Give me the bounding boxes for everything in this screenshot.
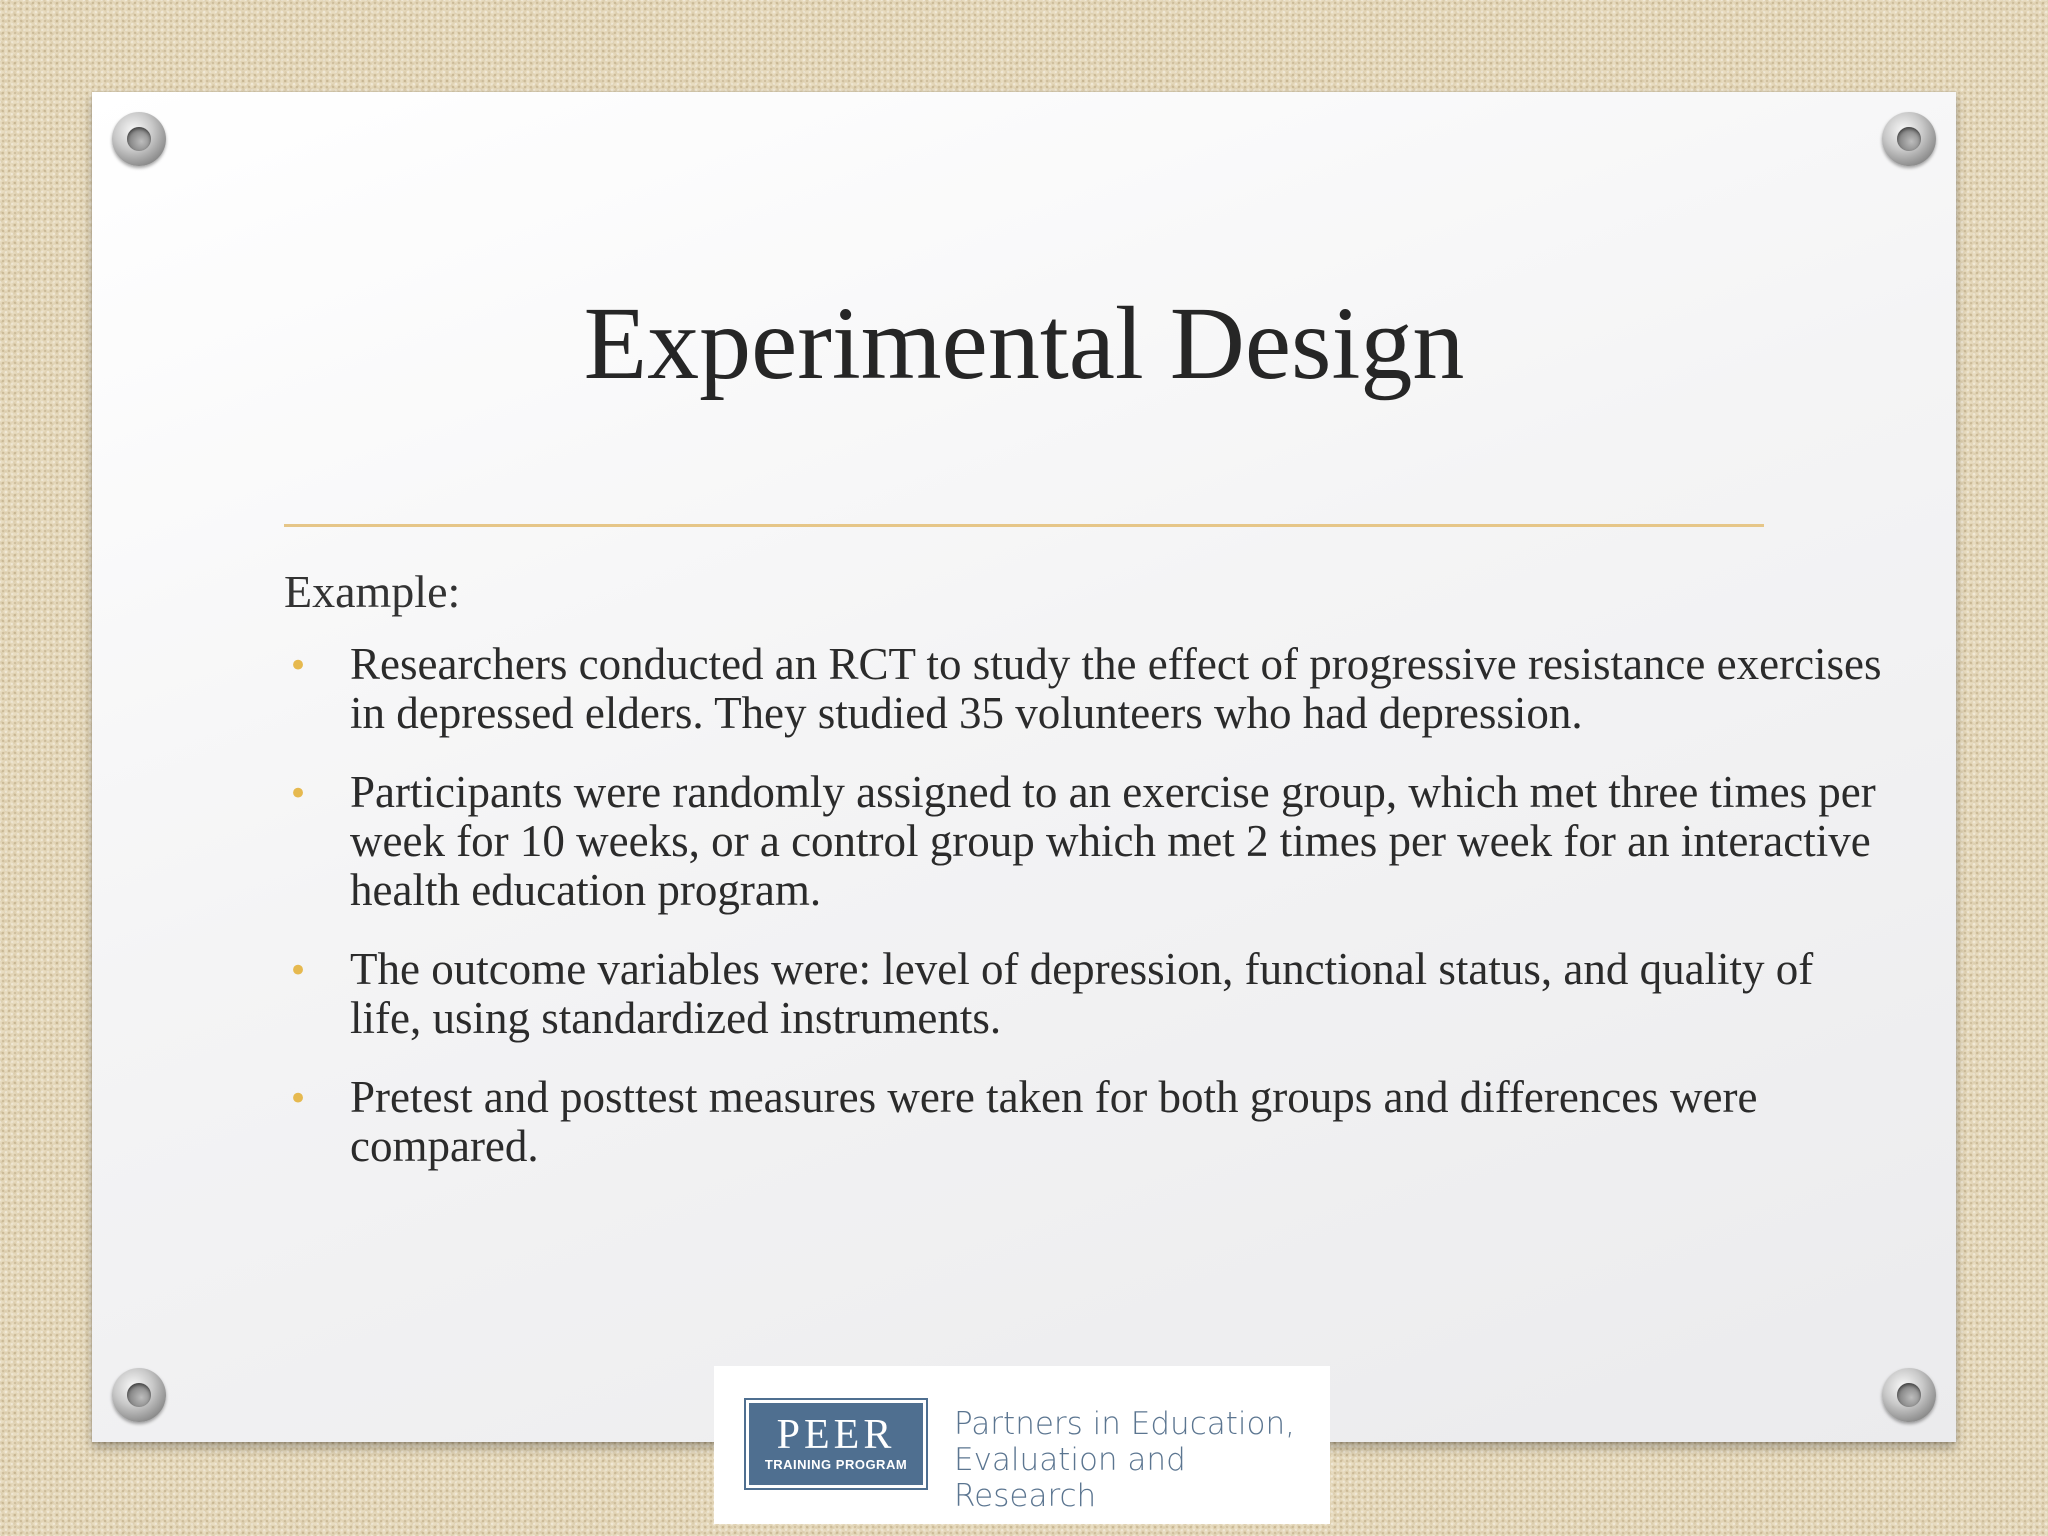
slide-card: [92, 92, 1956, 1442]
bullet-text: The outcome variables were: level of depression, functional status, and quality of life, using standardized instruments.: [350, 944, 1814, 1043]
bullet-icon: •: [288, 646, 309, 686]
bullet-icon: •: [288, 1079, 309, 1119]
bullet-text: Pretest and posttest measures were taken for both groups and differences were compared.: [350, 1072, 1758, 1171]
example-label: Example:: [284, 566, 461, 617]
bullet-item: [284, 768, 1884, 915]
bullet-item: [284, 945, 1884, 1043]
title-divider: [284, 524, 1764, 527]
bullet-item: [284, 1073, 1884, 1171]
peer-logo-text-line1: Partners in Education,: [954, 1406, 1295, 1442]
grommet-top-right-icon: [1882, 112, 1936, 166]
bullet-text: Participants were randomly assigned to an exercise group, which met three times per week for 10 weeks, or a control group which met 2 times per week for an interactive health education program.: [350, 767, 1876, 915]
peer-logo-badge: [746, 1400, 926, 1488]
slide-title: Experimental Design: [583, 286, 1465, 401]
bullet-list: [284, 640, 1884, 1201]
peer-logo-subtitle: TRAINING PROGRAM: [764, 1457, 908, 1472]
bullet-text: Researchers conducted an RCT to study the effect of progressive resistance exercises in depressed elders. They studied 35 volunteers who had depression.: [350, 639, 1882, 738]
peer-logo-word: PEER: [776, 1412, 896, 1458]
bullet-item: [284, 640, 1884, 738]
peer-logo-text-line2: Evaluation and Research: [954, 1442, 1186, 1514]
peer-logo: [714, 1366, 1330, 1524]
peer-logo-text: [954, 1406, 1330, 1514]
grommet-top-left-icon: [112, 112, 166, 166]
grommet-bottom-right-icon: [1882, 1368, 1936, 1422]
bullet-icon: •: [288, 951, 309, 991]
grommet-bottom-left-icon: [112, 1368, 166, 1422]
bullet-icon: •: [288, 774, 309, 814]
